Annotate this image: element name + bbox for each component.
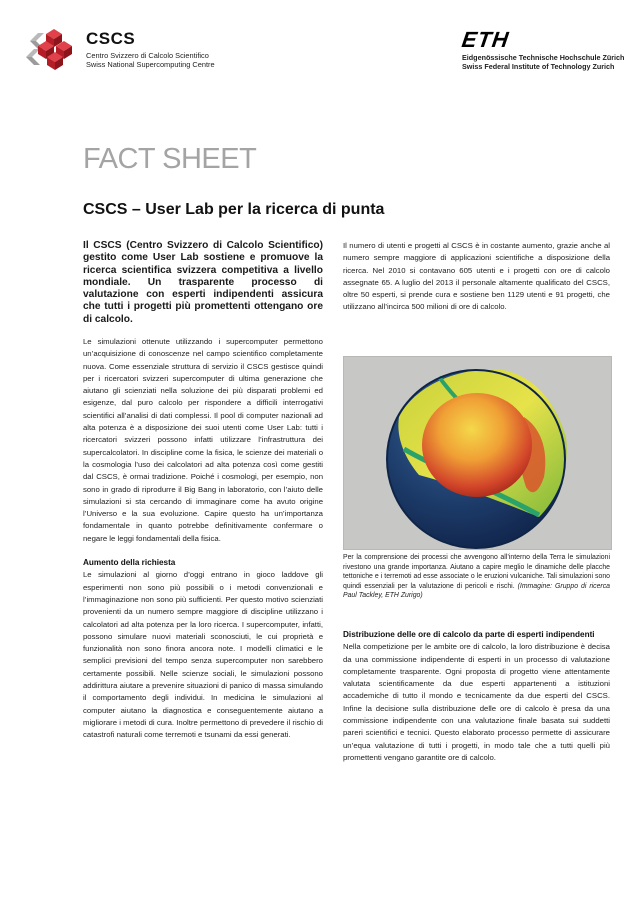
image-credit: (Immagine: Gruppo di ricerca Paul Tackley, ETH Zurigo): [343, 582, 611, 600]
eth-subtitle-en: Swiss Federal Institute of Technology Zurich: [462, 62, 615, 71]
document-type: FACT SHEET: [83, 143, 257, 175]
caption-text: Per la comprensione dei processi che avvengono all’interno della Terra le simulazioni rivestono una grande importanza. Aiutano a capire meglio le dinamiche delle placche tettoniche e i terremoti ad esse associate o le eruzioni vulcaniche. Tali simulazioni sono quindi essenziali per la valutazione di pericoli e rischi.: [343, 554, 610, 590]
cscs-subtitle-it: Centro Svizzero di Calcolo Scientifico: [86, 51, 209, 60]
left-paragraph-1: Le simulazioni ottenute utilizzando i supercomputer permettono un’acquisizione di conoscenze nel campo scientifico completamente nuova. Come essenziale struttura di servizio il CSCS gestisce quindi per i ricercatori svizzeri supercomputer di ultima generazione che aiutano gli scienziati nella soluzione dei più disparati problemi ed esigenze, dal puro calcolo per rispondere a difficili interrogativi scientifici all’analisi di dati complessi. Il pool di computer nazionali ad alta potenza è a disposizione dei suoi utenti come User Lab: tutti i ricercatori svizzeri possono infatti utilizzare l’infrastruttura dei supercalcolatori. In discipline come la fisica, le scienze dei materiali o la cosmologia l’uso dei calcolatori ad alta potenza così come gestiti dal CSCS, è ormai tradizione. Poiché i cosmologi, per esempio, non sono in grado di riprodurre il Big Bang in laboratorio, con l’aiuto delle simulazioni si sta cercando di immaginare come ha avuto origine l’Universo e la sua evoluzione. Capire questo ha un’importanza fondamentale in quanto potrebbe definitivamente confermare o negare le leggi fondamentali della fisica.: [83, 337, 323, 543]
cscs-logo: [24, 27, 244, 71]
right-column-section: [343, 629, 610, 764]
cscs-name: CSCS: [86, 29, 136, 48]
cscs-subtitle-en: Swiss National Supercomputing Centre: [86, 60, 215, 69]
section-heading-demand: Aumento della richiesta: [83, 558, 176, 568]
earth-cutaway-illustration: [344, 357, 612, 550]
right-column-intro: [343, 240, 610, 314]
earth-simulation-image: [343, 356, 612, 550]
page-title: CSCS – User Lab per la ricerca di punta: [83, 201, 385, 218]
eth-wordmark: ETH: [460, 27, 511, 52]
left-column: [83, 336, 323, 742]
eth-logo: [462, 27, 632, 71]
left-paragraph-2: Le simulazioni al giorno d’oggi entrano in gioco laddove gli esperimenti non sono più possibili o i metodi convenzionali e l’immaginazione non sono più sufficienti. Per questo motivo scienziati provenienti da un numero sempre maggiore di discipline utilizzano i calcolatori ad alta potenza per la loro ricerca. I supercomputer, infatti, possono simulare nuovi materiali sconosciuti, le cui proprietà e funzionalità non sono finora ancora note. I modelli climatici e le semplici previsioni del tempo senza supercomputer non sarebbero certamente possibili. Nelle scienze sociali, le simulazioni possono addirittura aiutare a prevenire situazioni di panico di massa simulando il comportamento degli individui. In medicina le simulazioni al computer aiutano la diagnostica e conseguentemente aiutano a migliorare i metodi di cura. Inoltre permettono di prevedere il rischio di catastrofi naturali come terremoti e tsunami da essi generati.: [83, 570, 323, 740]
section-heading-distribution: Distribuzione delle ore di calcolo da parte di esperti indipendenti: [343, 630, 595, 639]
cscs-cubes-icon: [24, 27, 80, 71]
eth-subtitle-de: Eidgenössische Technische Hochschule Zürich: [462, 53, 625, 62]
right-paragraph: Nella competizione per le ambite ore di calcolo, la loro distribuzione è decisa da una commissione indipendente di esperti in un processo di valutazione completamente trasparente. Ogni proposta di progetto viene attentamente valutata scientificamente da due esperti appartenenti a istituzioni accademiche di tutto il mondo e tecnicamente da due esperti del CSCS. Infine la decisione sulla distribuzione delle ore di calcolo è presa da una commissione indipendente con una valutazione finale basata sui suddetti pareri scientifici e tecnici. Questo elaborato processo permette di assicurare un’equa valutazione di tutti i progetti, in modo tale che a tutti quelli più promettenti vengano garantite ore di calcolo.: [343, 642, 610, 762]
right-intro-paragraph: Il numero di utenti e progetti al CSCS è in costante aumento, grazie anche al numero sempre maggiore di applicazioni scientifiche a disposizione della ricerca. Nel 2010 si contavano 605 utenti e i progetti con ore di calcolo assegnate 65. A luglio del 2013 il personale altamente qualificato del CSCS, oltre 50 esperti, si prende cura e sostiene ben 1129 utenti e 91 progetti, che utilizzano all’incirca 500 milioni di ore di calcolo.: [343, 241, 610, 312]
figure-caption: [343, 553, 610, 601]
lead-paragraph: Il CSCS (Centro Svizzero di Calcolo Scientifico) gestito come User Lab sostiene e promuove la ricerca scientifica svizzera competitiva a livello mondiale. Un trasparente processo di valutazione con esperti indipendenti assicura che tutti i progetti più promettenti ottengano ore di calcolo.: [83, 240, 323, 325]
